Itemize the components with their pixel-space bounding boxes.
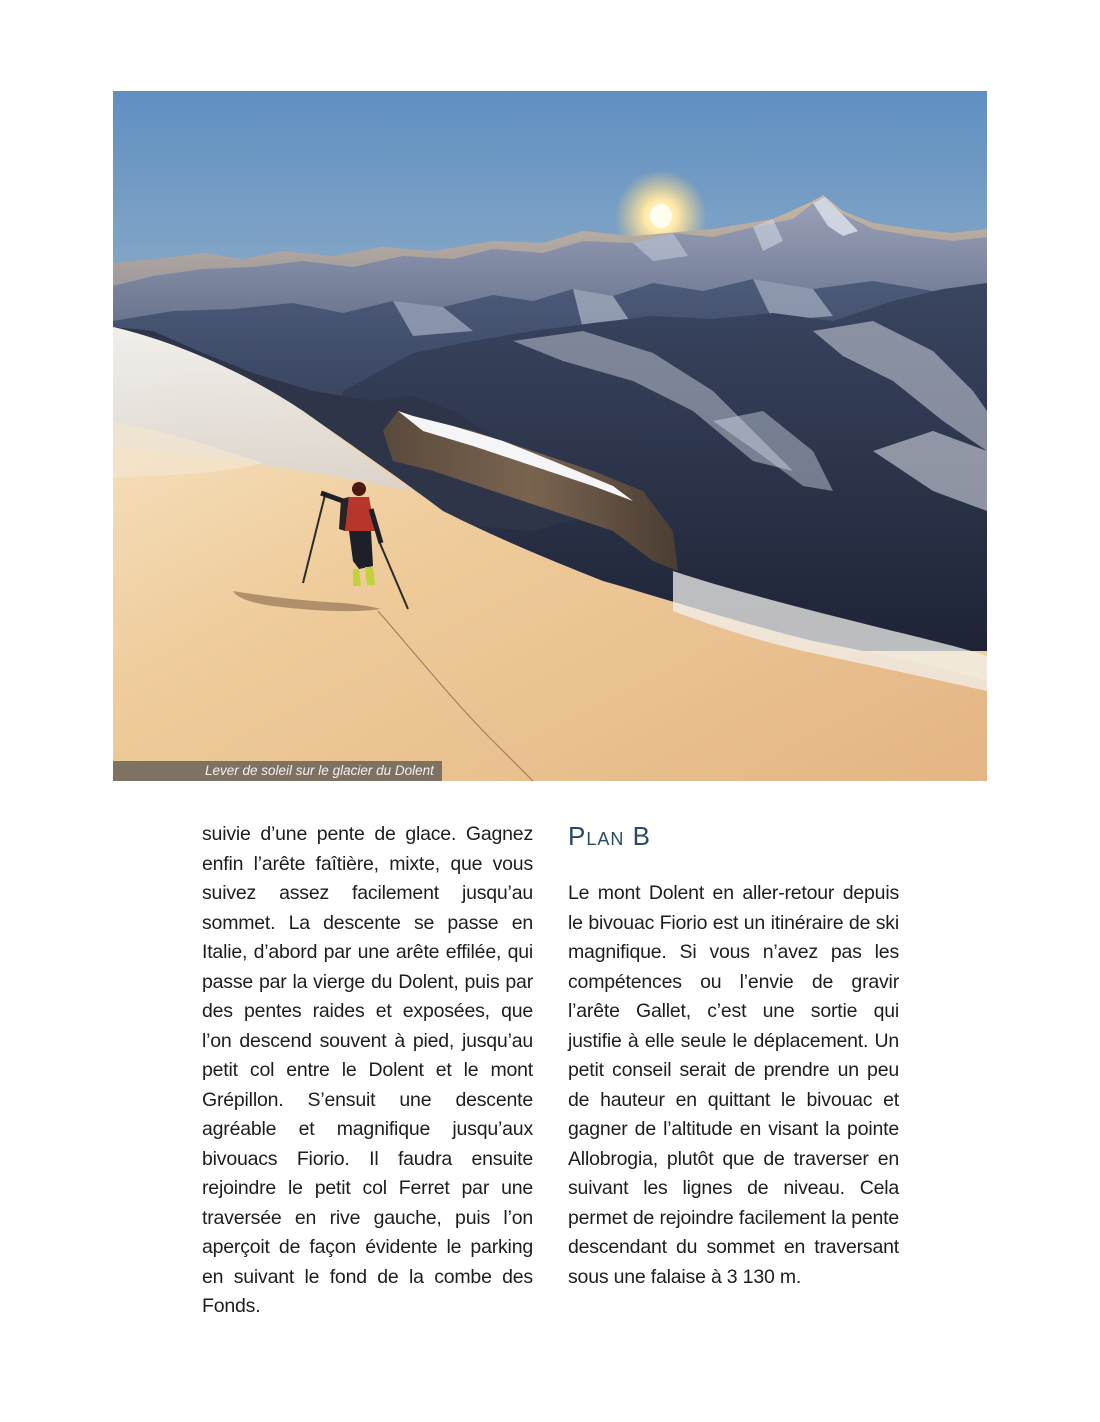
right-column — [568, 820, 899, 1292]
right-column-text: Le mont Dolent en aller-retour depuis le bivouac Fiorio est un itinéraire de ski magnifique. Si vous n’avez pas les compétences ou l’envie de gravir l’arête Gallet, c’est une sortie qui justifie à elle seule le déplacement. Un petit conseil serait de prendre un peu de hauteur en quittant le bivouac et gagner de l’altitude en visant la pointe Allobrogia, plutôt que de traverser en suivant les lignes de niveau. Cela permet de rejoindre facilement la pente descendant du sommet en traversant sous une falaise à 3 130 m. — [568, 882, 899, 1288]
photo-illustration — [113, 91, 987, 781]
left-column — [202, 820, 533, 1322]
photo-caption: Lever de soleil sur le glacier du Dolent — [113, 761, 442, 781]
section-heading-plan-b: Plan B — [568, 821, 651, 851]
left-column-text: suivie d’une pente de glace. Gagnez enfin l’arête faîtière, mixte, que vous suivez assez facilement jusqu’au sommet. La descente se passe en Italie, d’abord par une arête effilée, qui passe par la vierge du Dolent, puis par des pentes raides et exposées, que l’on descend souvent à pied, jusqu’au petit col entre le Dolent et le mont Grépillon. S’ensuit une descente agréable et magnifique jusqu’aux bivouacs Fiorio. Il faudra ensuite rejoindre le petit col Ferret par une traversée en rive gauche, puis l’on aperçoit de façon évidente le parking en suivant le fond de la combe des Fonds. — [202, 823, 533, 1317]
mountain-photo — [113, 91, 987, 781]
